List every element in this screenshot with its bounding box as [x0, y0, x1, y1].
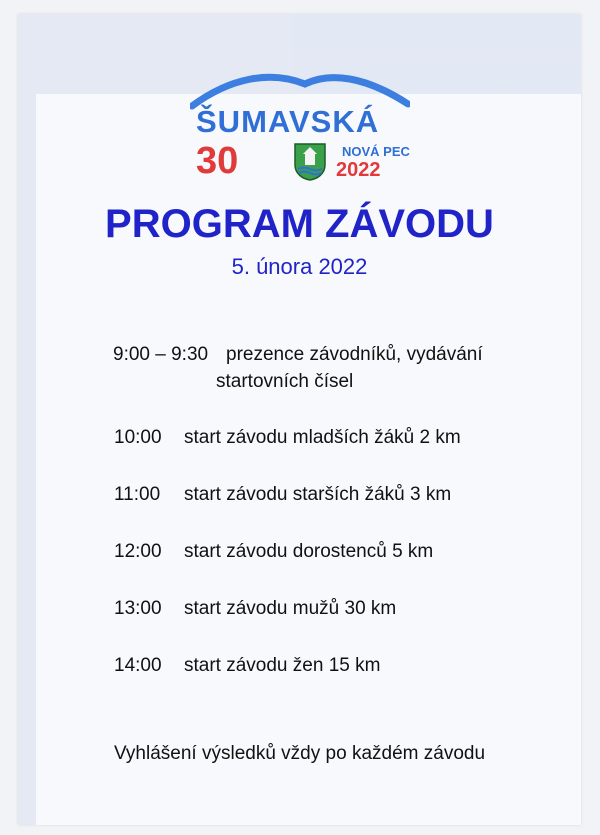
- schedule-event: start závodu mužů 30 km: [184, 598, 397, 619]
- schedule-time: 11:00: [114, 484, 161, 505]
- schedule-time: 9:00 – 9:30: [113, 344, 209, 365]
- schedule-event: start závodu starších žáků 3 km: [184, 484, 452, 505]
- logo-place: NOVÁ PEC: [342, 144, 410, 159]
- schedule-time: 14:00: [114, 655, 162, 676]
- schedule-time: 12:00: [114, 541, 162, 562]
- schedule-event: start závodu žen 15 km: [184, 655, 381, 676]
- town-crest-icon: [294, 143, 326, 181]
- event-logo: [190, 70, 410, 190]
- poster-page: [18, 14, 581, 825]
- schedule-event-continued: startovních čísel: [216, 371, 354, 392]
- schedule-event: start závodu mladších žáků 2 km: [184, 427, 461, 448]
- event-date: 5. února 2022: [231, 254, 368, 279]
- page-title: PROGRAM ZÁVODU: [105, 202, 494, 246]
- schedule-event: prezence závodníků, vydávání: [226, 344, 483, 365]
- schedule-event: start závodu dorostenců 5 km: [184, 541, 434, 562]
- logo-name: ŠUMAVSKÁ: [196, 104, 380, 139]
- footer-note: Vyhlášení výsledků vždy po každém závodu: [113, 743, 486, 764]
- logo-number: 30: [196, 140, 239, 182]
- schedule-time: 10:00: [114, 427, 162, 448]
- logo-year: 2022: [336, 159, 381, 181]
- schedule-time: 13:00: [114, 598, 162, 619]
